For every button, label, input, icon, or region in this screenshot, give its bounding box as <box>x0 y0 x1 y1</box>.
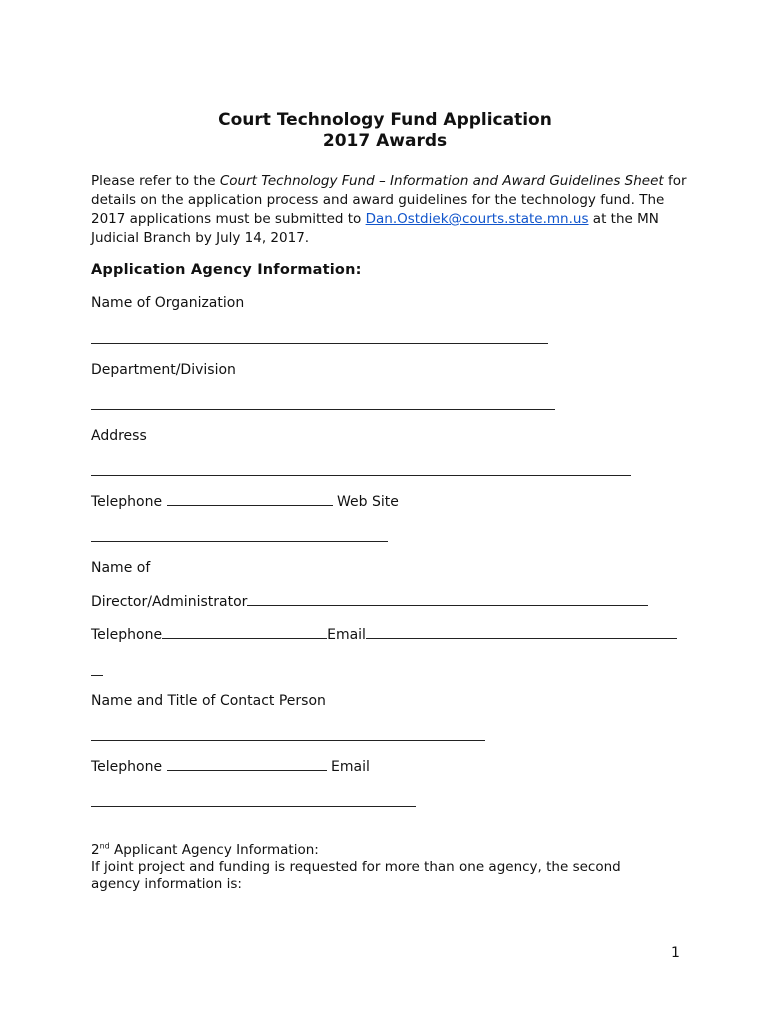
director-row <box>91 593 648 611</box>
page-number: 1 <box>671 945 680 961</box>
address-field[interactable] <box>91 475 631 476</box>
contact-label: Name and Title of Contact Person <box>91 693 326 709</box>
telephone2-field[interactable] <box>162 626 327 639</box>
second-applicant-heading: 2nd Applicant Agency Information: <box>91 841 319 858</box>
telephone-label: Telephone <box>91 494 163 510</box>
website-field[interactable] <box>91 541 388 542</box>
address-label: Address <box>91 428 147 444</box>
intro-paragraph <box>91 172 691 248</box>
intro-text-3: at the MN Judicial Branch by July 14, 2017. <box>91 211 659 246</box>
telephone3-label: Telephone <box>91 759 163 775</box>
telephone-field[interactable] <box>167 493 333 506</box>
telephone3-field[interactable] <box>167 758 327 771</box>
telephone-row <box>91 493 399 511</box>
document-title: Court Technology Fund Application <box>218 110 552 130</box>
department-field[interactable] <box>91 409 555 410</box>
email2-field[interactable] <box>366 626 677 639</box>
contact-field[interactable] <box>91 740 485 741</box>
document-subtitle: 2017 Awards <box>322 131 448 151</box>
telephone-email-row <box>91 626 677 644</box>
org-name-label: Name of Organization <box>91 295 245 311</box>
email2-field-continued <box>91 675 103 676</box>
director-field[interactable] <box>247 593 648 606</box>
section-heading: Application Agency Information: <box>91 262 362 278</box>
telephone3-row <box>91 758 370 776</box>
guidelines-sheet-title: Court Technology Fund – Information and Award Guidelines Sheet <box>219 173 664 189</box>
director-label-line2: Director/Administrator <box>91 594 248 610</box>
second-applicant-section <box>91 842 671 893</box>
department-label: Department/Division <box>91 362 236 378</box>
email2-label: Email <box>327 627 366 643</box>
director-label-line1: Name of <box>91 560 151 576</box>
submission-email-link[interactable]: Dan.Ostdiek@courts.state.mn.us <box>365 211 589 227</box>
intro-text-2: for details on the application process and award guidelines for the technology fund. The 2017 applications must be submitted to <box>91 173 687 227</box>
website-label: Web Site <box>337 494 399 510</box>
telephone2-label: Telephone <box>91 627 163 643</box>
second-applicant-note: If joint project and funding is requested for more than one agency, the second agency information is: <box>91 859 621 892</box>
email3-field[interactable] <box>91 806 416 807</box>
email3-label: Email <box>331 759 370 775</box>
intro-text-1: Please refer to the <box>91 173 220 189</box>
org-name-field[interactable] <box>91 343 548 344</box>
